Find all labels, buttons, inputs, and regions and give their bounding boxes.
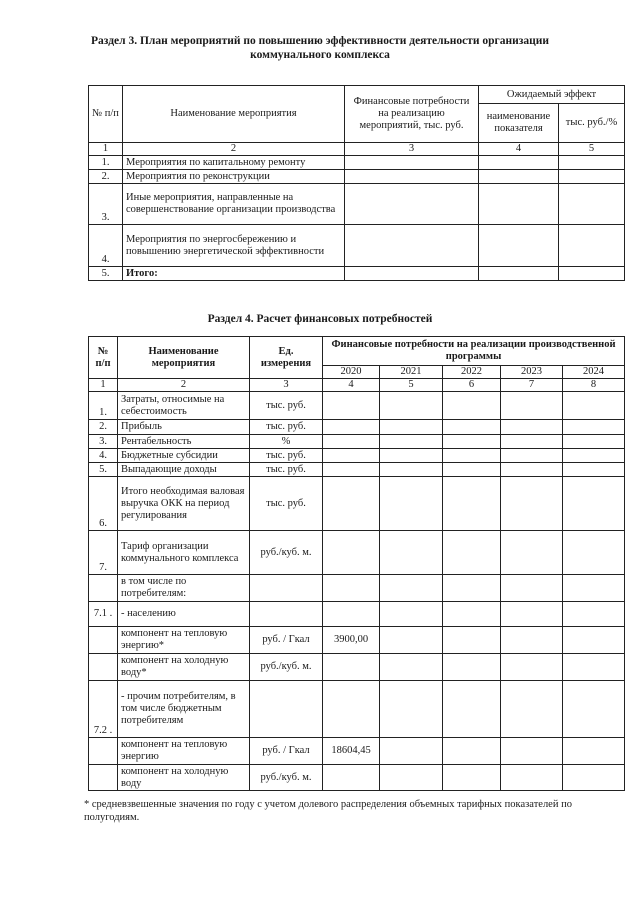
cell bbox=[345, 156, 479, 170]
row-unit bbox=[250, 602, 323, 627]
row-unit: % bbox=[250, 435, 323, 449]
row-value-2020: 18604,45 bbox=[323, 738, 380, 765]
table-row bbox=[89, 738, 625, 765]
row-name: Рентабельность bbox=[118, 435, 250, 449]
section3-title-line2: коммунального комплекса bbox=[250, 49, 390, 61]
table-row bbox=[89, 435, 625, 449]
row-value-2020 bbox=[323, 392, 380, 420]
row-unit: тыс. руб. bbox=[250, 392, 323, 420]
row-num: 6. bbox=[89, 477, 118, 531]
s4-colnum: 8 bbox=[563, 379, 625, 392]
section4-table bbox=[88, 336, 625, 791]
cell bbox=[380, 435, 443, 449]
table-row bbox=[89, 420, 625, 435]
cell bbox=[380, 531, 443, 575]
cell bbox=[443, 765, 501, 791]
s4-header-unit: Ед. измерения bbox=[250, 337, 323, 379]
row-unit: тыс. руб. bbox=[250, 449, 323, 463]
row-name: Мероприятия по реконструкции bbox=[123, 170, 345, 184]
row-value-2020 bbox=[323, 463, 380, 477]
row-num: 1. bbox=[89, 392, 118, 420]
row-num: 7.2 . bbox=[89, 681, 118, 738]
table-row bbox=[89, 184, 625, 225]
row-value-2020 bbox=[323, 531, 380, 575]
row-name: Тариф организации коммунального комплекса bbox=[118, 531, 250, 575]
cell bbox=[501, 602, 563, 627]
cell bbox=[443, 575, 501, 602]
row-name: Итого необходимая валовая выручка ОКК на период регулирования bbox=[118, 477, 250, 531]
row-unit: тыс. руб. bbox=[250, 477, 323, 531]
s4-year: 2023 bbox=[501, 366, 563, 379]
row-name: Итого: bbox=[123, 267, 345, 281]
row-value-2020 bbox=[323, 681, 380, 738]
cell bbox=[501, 627, 563, 654]
cell bbox=[563, 392, 625, 420]
cell bbox=[559, 170, 625, 184]
cell bbox=[479, 156, 559, 170]
row-value-2020 bbox=[323, 449, 380, 463]
cell bbox=[563, 654, 625, 681]
cell bbox=[501, 463, 563, 477]
table-row bbox=[89, 681, 625, 738]
s3-colnum: 2 bbox=[123, 143, 345, 156]
cell bbox=[501, 392, 563, 420]
cell bbox=[380, 449, 443, 463]
table-row bbox=[89, 267, 625, 281]
s3-header-effect: Ожидаемый эффект bbox=[479, 86, 625, 104]
cell bbox=[345, 225, 479, 267]
cell bbox=[501, 575, 563, 602]
section4-title: Раздел 4. Расчет финансовых потребностей bbox=[207, 313, 433, 325]
cell bbox=[443, 449, 501, 463]
row-name: Затраты, относимые на себестоимость bbox=[118, 392, 250, 420]
row-num bbox=[89, 765, 118, 791]
row-name: - прочим потребителям, в том числе бюджетным потребителям bbox=[118, 681, 250, 738]
cell bbox=[563, 463, 625, 477]
row-num bbox=[89, 738, 118, 765]
cell bbox=[501, 681, 563, 738]
row-num: 7.1 . bbox=[89, 602, 118, 627]
s4-colnum: 2 bbox=[118, 379, 250, 392]
row-num: 4. bbox=[89, 225, 123, 267]
cell bbox=[345, 184, 479, 225]
cell bbox=[380, 681, 443, 738]
row-name: Мероприятия по капитальному ремонту bbox=[123, 156, 345, 170]
cell bbox=[443, 392, 501, 420]
cell bbox=[443, 463, 501, 477]
cell bbox=[559, 267, 625, 281]
row-num: 3. bbox=[89, 184, 123, 225]
row-name: Прибыль bbox=[118, 420, 250, 435]
s4-colnum: 1 bbox=[89, 379, 118, 392]
row-num: 5. bbox=[89, 267, 123, 281]
s4-colnum: 6 bbox=[443, 379, 501, 392]
row-num: 5. bbox=[89, 463, 118, 477]
s3-colnum: 3 bbox=[345, 143, 479, 156]
row-value-2020 bbox=[323, 477, 380, 531]
row-unit: руб. / Гкал bbox=[250, 738, 323, 765]
section3-title-line1: Раздел 3. План мероприятий по повышению эффективности деятельности организации bbox=[91, 35, 549, 47]
section3-title bbox=[0, 34, 640, 62]
table-row bbox=[89, 575, 625, 602]
cell bbox=[380, 627, 443, 654]
row-unit: руб./куб. м. bbox=[250, 531, 323, 575]
table-row bbox=[89, 765, 625, 791]
s4-colnum: 5 bbox=[380, 379, 443, 392]
s4-header-num: № п/п bbox=[89, 337, 118, 379]
s4-year: 2024 bbox=[563, 366, 625, 379]
row-value-2020 bbox=[323, 602, 380, 627]
cell bbox=[380, 738, 443, 765]
row-name: Мероприятия по энергосбережению и повышению энергетической эффективности bbox=[123, 225, 345, 267]
cell bbox=[563, 420, 625, 435]
s3-colnum: 5 bbox=[559, 143, 625, 156]
cell bbox=[559, 225, 625, 267]
table-row bbox=[89, 602, 625, 627]
cell bbox=[345, 267, 479, 281]
cell bbox=[345, 170, 479, 184]
cell bbox=[380, 392, 443, 420]
cell bbox=[443, 435, 501, 449]
cell bbox=[501, 435, 563, 449]
cell bbox=[479, 225, 559, 267]
section3-table bbox=[88, 85, 625, 281]
cell bbox=[563, 738, 625, 765]
s3-header-finance: Финансовые потребности на реализацию мероприятий, тыс. руб. bbox=[345, 86, 479, 143]
cell bbox=[559, 156, 625, 170]
table-row bbox=[89, 654, 625, 681]
cell bbox=[380, 602, 443, 627]
cell bbox=[380, 420, 443, 435]
cell bbox=[380, 765, 443, 791]
row-value-2020 bbox=[323, 435, 380, 449]
s3-colnum: 4 bbox=[479, 143, 559, 156]
row-unit: тыс. руб. bbox=[250, 420, 323, 435]
footnote: * средневзвешенные значения по году с учетом долевого распределения объемных тарифных показателей по полугодиям. bbox=[84, 799, 572, 823]
row-unit bbox=[250, 575, 323, 602]
cell bbox=[563, 449, 625, 463]
cell bbox=[443, 420, 501, 435]
cell bbox=[563, 477, 625, 531]
s3-header-effect-unit: тыс. руб./% bbox=[559, 104, 625, 143]
row-num bbox=[89, 627, 118, 654]
cell bbox=[443, 477, 501, 531]
row-value-2020: 3900,00 bbox=[323, 627, 380, 654]
table-row bbox=[89, 477, 625, 531]
cell bbox=[443, 654, 501, 681]
cell bbox=[501, 654, 563, 681]
cell bbox=[501, 420, 563, 435]
row-num: 2. bbox=[89, 420, 118, 435]
cell bbox=[563, 681, 625, 738]
s3-header-name: Наименование мероприятия bbox=[123, 86, 345, 143]
cell bbox=[563, 575, 625, 602]
table-row bbox=[89, 225, 625, 267]
cell bbox=[380, 477, 443, 531]
s4-colnum: 7 bbox=[501, 379, 563, 392]
cell bbox=[443, 738, 501, 765]
row-value-2020 bbox=[323, 654, 380, 681]
row-unit: тыс. руб. bbox=[250, 463, 323, 477]
table-row bbox=[89, 627, 625, 654]
row-value-2020 bbox=[323, 765, 380, 791]
row-name: компонент на тепловую энергию bbox=[118, 738, 250, 765]
cell bbox=[559, 184, 625, 225]
cell bbox=[563, 627, 625, 654]
table-row bbox=[89, 392, 625, 420]
cell bbox=[443, 531, 501, 575]
s4-year: 2021 bbox=[380, 366, 443, 379]
table-row bbox=[89, 156, 625, 170]
cell bbox=[501, 449, 563, 463]
cell bbox=[563, 765, 625, 791]
row-name: Иные мероприятия, направленные на совершенствование организации производства bbox=[123, 184, 345, 225]
cell bbox=[501, 738, 563, 765]
row-name: в том числе по потребителям: bbox=[118, 575, 250, 602]
row-num: 2. bbox=[89, 170, 123, 184]
cell bbox=[501, 531, 563, 575]
s4-colnum: 3 bbox=[250, 379, 323, 392]
cell bbox=[479, 170, 559, 184]
cell bbox=[563, 602, 625, 627]
row-num: 1. bbox=[89, 156, 123, 170]
s4-header-name: Наименование мероприятия bbox=[118, 337, 250, 379]
table-row bbox=[89, 449, 625, 463]
s4-header-finance: Финансовые потребности на реализации производственной программы bbox=[323, 337, 625, 366]
table-row bbox=[89, 170, 625, 184]
cell bbox=[380, 463, 443, 477]
s3-header-effect-name: наименование показателя bbox=[479, 104, 559, 143]
row-unit: руб./куб. м. bbox=[250, 654, 323, 681]
row-num: 4. bbox=[89, 449, 118, 463]
cell bbox=[501, 765, 563, 791]
row-unit bbox=[250, 681, 323, 738]
s3-header-num: № п/п bbox=[89, 86, 123, 143]
cell bbox=[501, 477, 563, 531]
s4-colnum: 4 bbox=[323, 379, 380, 392]
row-name: компонент на тепловую энергию* bbox=[118, 627, 250, 654]
s4-year: 2022 bbox=[443, 366, 501, 379]
row-unit: руб./куб. м. bbox=[250, 765, 323, 791]
s4-year: 2020 bbox=[323, 366, 380, 379]
cell bbox=[479, 267, 559, 281]
table-row bbox=[89, 531, 625, 575]
cell bbox=[563, 435, 625, 449]
row-unit: руб. / Гкал bbox=[250, 627, 323, 654]
row-num: 7. bbox=[89, 531, 118, 575]
s3-colnum: 1 bbox=[89, 143, 123, 156]
row-name: Выпадающие доходы bbox=[118, 463, 250, 477]
row-num: 3. bbox=[89, 435, 118, 449]
cell bbox=[380, 654, 443, 681]
row-name: компонент на холодную воду bbox=[118, 765, 250, 791]
row-name: - населению bbox=[118, 602, 250, 627]
cell bbox=[443, 627, 501, 654]
cell bbox=[563, 531, 625, 575]
row-value-2020 bbox=[323, 420, 380, 435]
row-num bbox=[89, 575, 118, 602]
row-value-2020 bbox=[323, 575, 380, 602]
cell bbox=[479, 184, 559, 225]
row-name: компонент на холодную воду* bbox=[118, 654, 250, 681]
row-name: Бюджетные субсидии bbox=[118, 449, 250, 463]
table-row bbox=[89, 463, 625, 477]
cell bbox=[443, 602, 501, 627]
cell bbox=[443, 681, 501, 738]
row-num bbox=[89, 654, 118, 681]
cell bbox=[380, 575, 443, 602]
